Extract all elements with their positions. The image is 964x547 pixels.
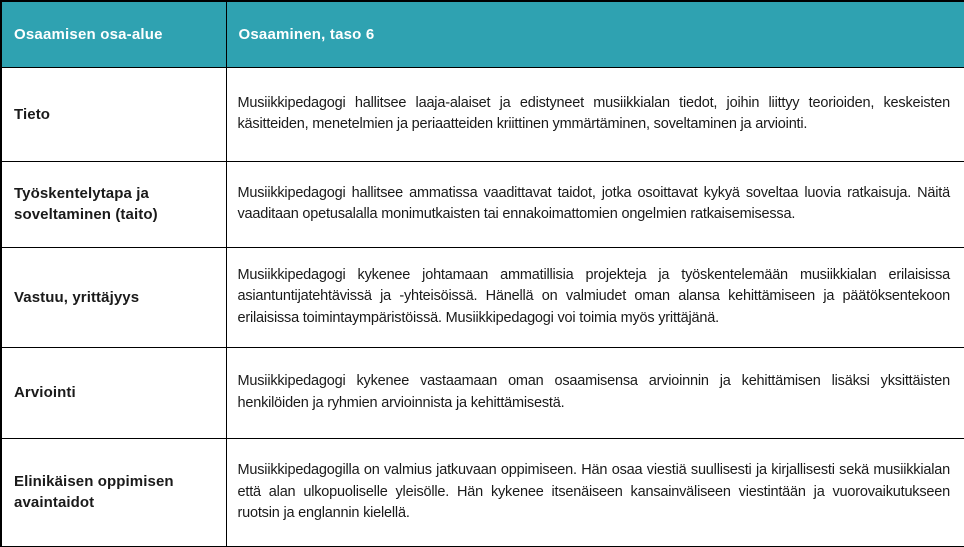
area-label-tieto: Tieto [1,67,226,161]
description-elinikaisen-oppimisen: Musiikkipedagogilla on valmius jatkuvaan oppimiseen. Hän osaa viestiä suullisesti ja kirjallisesti sekä musiikkialan että alan ulkopuoliselle yleisölle. Hän kykenee itsenäiseen kansainväliseen viestintään ja vuorovaikutukseen ruotsin ja englannin kielellä. [226,438,964,547]
table-row-tyoskentelytapa [1,161,964,247]
description-tyoskentelytapa: Musiikkipedagogi hallitsee ammatissa vaadittavat taidot, jotka osoittavat kykyä soveltaa luovia ratkaisuja. Näitä vaaditaan opetusalalla monimutkaisten tai ennakoimattomien ongelmien ratkaisemisessa. [226,161,964,247]
table-header-row [1,1,964,67]
description-arviointi: Musiikkipedagogi kykenee vastaamaan oman osaamisensa arvioinnin ja kehittämisen lisäksi yksittäisten henkilöiden ja ryhmien arvioinnista ja kehittämisestä. [226,347,964,438]
column-header-osaamisen-osa-alue: Osaamisen osa-alue [1,1,226,67]
table-row-vastuu [1,247,964,347]
area-label-arviointi: Arviointi [1,347,226,438]
table-row-tieto [1,67,964,161]
area-label-vastuu: Vastuu, yrittäjyys [1,247,226,347]
table-row-elinikaisen-oppimisen [1,438,964,547]
description-vastuu: Musiikkipedagogi kykenee johtamaan ammatillisia projekteja ja työskentelemään musiikkialan erilaisissa asiantuntijatehtävissä ja -yhteisöissä. Hänellä on valmiudet oman alansa kehittämiseen ja päätöksentekoon erilaisissa toimintaympäristöissä. Musiikkipedagogi voi toimia myös yrittäjänä. [226,247,964,347]
column-header-osaaminen-taso-6: Osaaminen, taso 6 [226,1,964,67]
table-row-arviointi [1,347,964,438]
area-label-tyoskentelytapa: Työskentelytapa ja soveltaminen (taito) [1,161,226,247]
description-tieto: Musiikkipedagogi hallitsee laaja-alaiset ja edistyneet musiikkialan tiedot, joihin liittyy teorioiden, keskeisten käsitteiden, menetelmien ja periaatteiden kriittinen ymmärtäminen, soveltaminen ja arviointi. [226,67,964,161]
area-label-elinikaisen-oppimisen: Elinikäisen oppimisen avaintaidot [1,438,226,547]
